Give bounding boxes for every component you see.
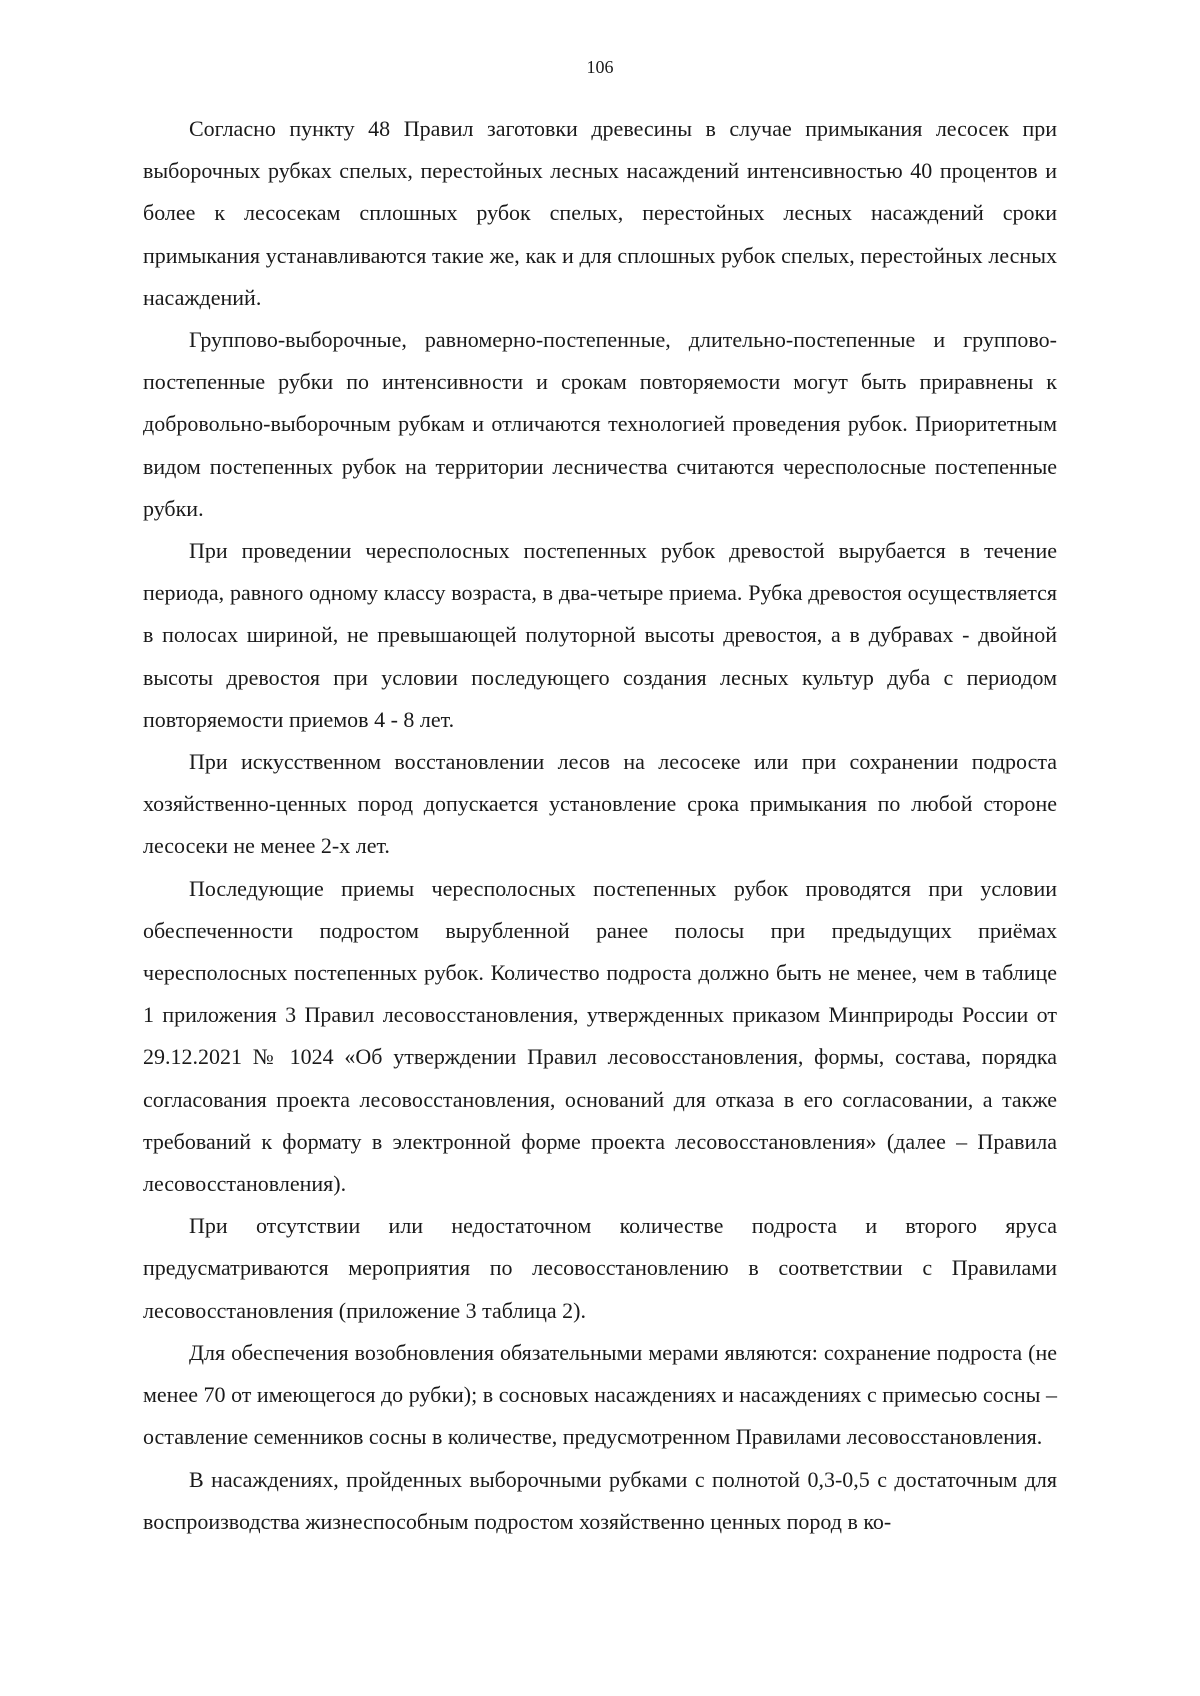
paragraph: Для обеспечения возобновления обязательными мерами являются: сохранение подроста (не менее 70 от имеющегося до рубки); в сосновых насаждениях и насаждениях с примесью сосны – оставление семенников сосны в количестве, предусмотренном Правилами лесовосстановления. bbox=[143, 1339, 1057, 1450]
paragraph: Группово-выборочные, равномерно-постепенные, длительно-постепенные и группово-постепенные рубки по интенсивности и срокам повторяемости могут быть приравнены к добровольно-выборочным рубкам и отличаются технологией проведения рубок. Приоритетным видом постепенных рубок на территории лесничества считаются чересполосные постепенные рубки. bbox=[143, 327, 1057, 521]
paragraph: При искусственном восстановлении лесов на лесосеке или при сохранении подроста хозяйственно-ценных пород допускается установление срока примыкания по любой стороне лесосеки не менее 2-х лет. bbox=[143, 749, 1057, 859]
paragraph: При проведении чересполосных постепенных рубок древостой вырубается в течение периода, равного одному классу возраста, в два-четыре приема. Рубка древостоя осуществляется в полосах шириной, не превышающей полуторной высоты древостоя, а в дубравах - двойной высоты древостоя при условии последующего создания лесных культур дуба с периодом повторяемости приемов 4 - 8 лет. bbox=[143, 538, 1057, 732]
paragraph: Последующие приемы чересполосных постепенных рубок проводятся при условии обеспеченности подростом вырубленной ранее полосы при предыдущих приёмах чересполосных постепенных рубок. Количество подроста должно быть не менее, чем в таблице 1 приложения 3 Правил лесовосстановления, утвержденных приказом Минприроды России от 29.12.2021 № 1024 «Об утверждении Правил лесовосстановления, формы, состава, порядка согласования проекта лесовосстановления, оснований для отказа в его согласовании, а также требований к формату в электронной форме проекта лесовосстановления» (далее – Правила лесовосстановления). bbox=[143, 875, 1057, 1197]
document-body bbox=[143, 108, 1057, 1543]
paragraph: При отсутствии или недостаточном количестве подроста и второго яруса предусматриваются мероприятия по лесовосстановлению в соответствии с Правилами лесовосстановления (приложение 3 таблица 2). bbox=[143, 1213, 1057, 1323]
paragraph: Согласно пункту 48 Правил заготовки древесины в случае примыкания лесосек при выборочных рубках спелых, перестойных лесных насаждений интенсивностью 40 процентов и более к лесосекам сплошных рубок спелых, перестойных лесных насаждений сроки примыкания устанавливаются такие же, как и для сплошных рубок спелых, перестойных лесных насаждений. bbox=[143, 116, 1057, 310]
paragraph: В насаждениях, пройденных выборочными рубками с полнотой 0,3-0,5 с достаточным для воспроизводства жизнеспособным подростом хозяйственно ценных пород в ко- bbox=[143, 1466, 1057, 1534]
page-number: 106 bbox=[586, 57, 614, 77]
